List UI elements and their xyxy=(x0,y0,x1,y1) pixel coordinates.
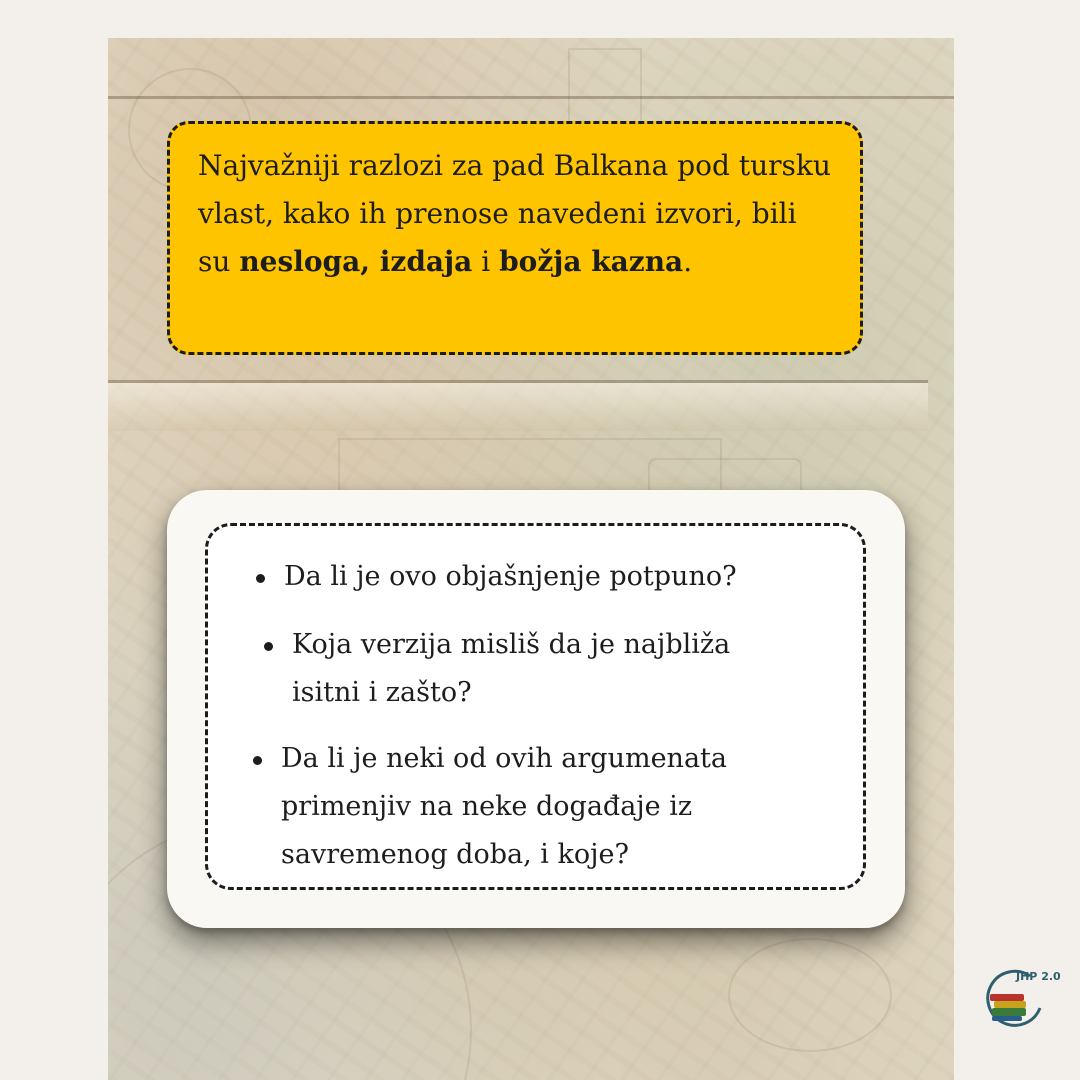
question-text-3: Da li je neki od ovih argumenata primenjiv na neke događaje iz savremenog doba, i koje? xyxy=(281,743,727,870)
divider-mid xyxy=(108,380,928,383)
question-text-2: Koja verzija misliš da je najbliža isitni i zašto? xyxy=(292,629,731,708)
light-band xyxy=(108,383,928,431)
divider-top xyxy=(108,96,954,99)
intro-bold-nesloga: nesloga, izdaja xyxy=(239,245,473,278)
question-text-1: Da li je ovo objašnjenje potpuno? xyxy=(284,561,737,592)
jhp-logo xyxy=(980,968,1061,1034)
question-item-2 xyxy=(292,621,792,717)
intro-card xyxy=(167,121,863,355)
question-item-1 xyxy=(284,553,824,601)
intro-text-part2: i xyxy=(472,245,500,278)
intro-text-part3: . xyxy=(683,245,693,278)
logo-label: JHP 2.0 xyxy=(1016,970,1061,983)
bullet-icon xyxy=(264,642,273,651)
bullet-icon xyxy=(256,574,265,583)
bullet-icon xyxy=(253,756,262,765)
intro-text xyxy=(198,142,832,286)
intro-bold-kazna: božja kazna xyxy=(499,245,684,278)
question-item-3 xyxy=(281,735,781,879)
intro-text-part1: Najvažniji razlozi za pad Balkana pod tursku vlast, kako ih prenose navedeni izvori, bili su xyxy=(198,149,831,278)
